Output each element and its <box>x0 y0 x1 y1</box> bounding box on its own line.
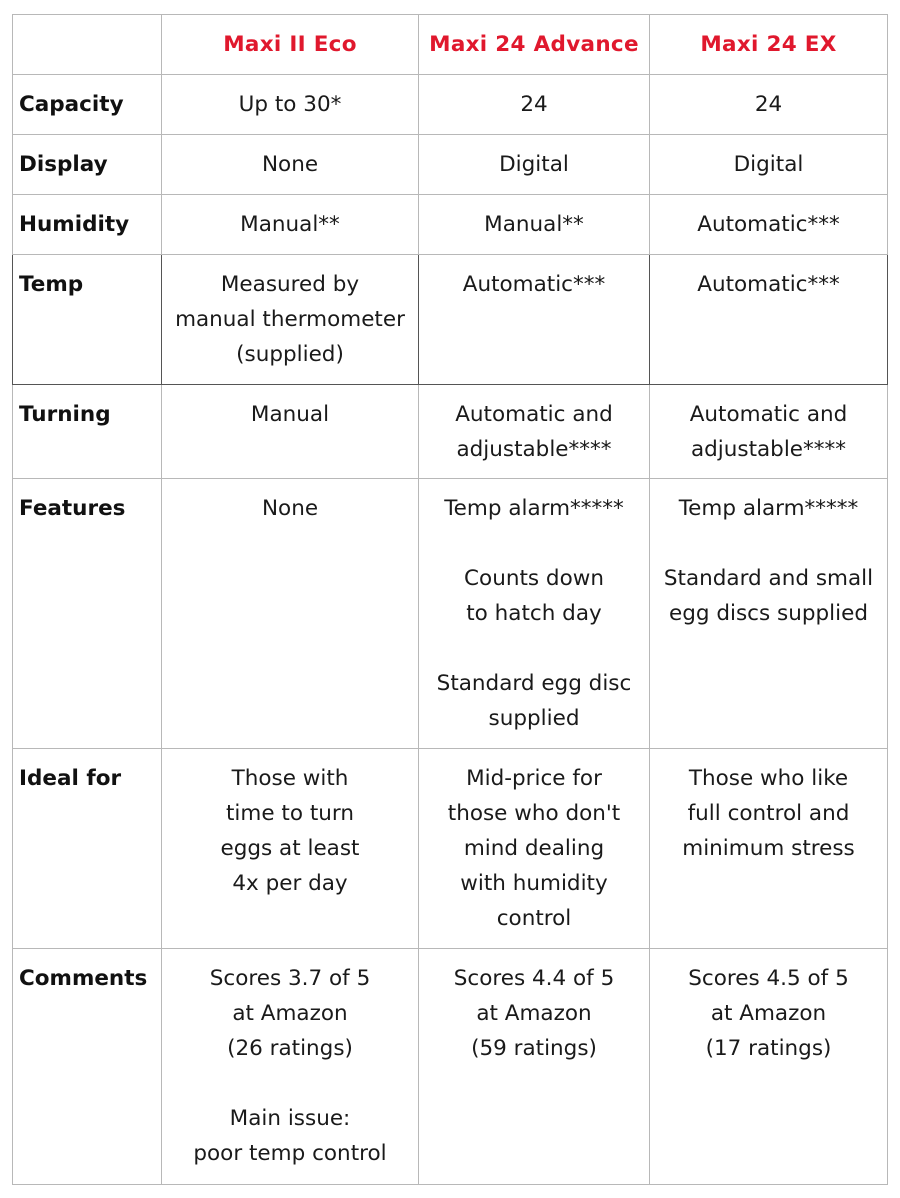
cell-line: Temp alarm***** <box>678 496 859 521</box>
product-header-maxi-24-ex: Maxi 24 EX <box>650 15 888 75</box>
cell-line: Digital <box>733 152 804 177</box>
cell <box>650 135 888 195</box>
cell <box>419 195 650 255</box>
cell <box>162 255 419 385</box>
cell-line: (26 ratings) <box>227 1036 353 1061</box>
cell <box>162 949 419 1185</box>
cell <box>419 949 650 1185</box>
row-label-turning: Turning <box>13 385 162 479</box>
cell-line: Mid-price for <box>466 766 602 791</box>
cell-line: Counts down <box>464 566 604 591</box>
cell <box>162 195 419 255</box>
cell-line: those who don't <box>447 801 621 826</box>
comparison-table <box>12 14 888 1185</box>
cell-line: egg discs supplied <box>669 601 868 626</box>
cell-line: to hatch day <box>466 601 602 626</box>
corner-cell <box>13 15 162 75</box>
cell-line: time to turn <box>226 801 354 826</box>
cell-line: manual thermometer <box>175 307 405 332</box>
cell-line: Automatic*** <box>462 272 606 297</box>
cell-line: 24 <box>520 92 548 117</box>
cell-line: minimum stress <box>682 836 855 861</box>
cell-line: mind dealing <box>463 836 605 861</box>
cell-line: (supplied) <box>236 342 344 367</box>
line-gap <box>162 1066 418 1101</box>
cell-line: full control and <box>687 801 850 826</box>
cell <box>419 385 650 479</box>
line-gap <box>650 526 887 561</box>
cell <box>419 75 650 135</box>
cell-line: None <box>261 152 319 177</box>
cell <box>162 385 419 479</box>
cell <box>419 135 650 195</box>
cell-line: at Amazon <box>476 1001 592 1026</box>
cell-line: adjustable**** <box>690 437 847 462</box>
cell-line: Digital <box>499 152 569 177</box>
row-label-capacity: Capacity <box>13 75 162 135</box>
line-gap <box>419 526 649 561</box>
row-ideal-for <box>13 749 888 949</box>
cell <box>419 255 650 385</box>
cell-line: Measured by <box>220 272 360 297</box>
cell-line: Those who like <box>688 766 849 791</box>
cell-line: (59 ratings) <box>471 1036 597 1061</box>
cell-line: poor temp control <box>193 1141 387 1166</box>
cell-line: Up to 30* <box>238 92 342 117</box>
cell-line: eggs at least <box>220 836 360 861</box>
row-humidity <box>13 195 888 255</box>
row-label-display: Display <box>13 135 162 195</box>
cell-line: at Amazon <box>710 1001 827 1026</box>
cell-line: Manual** <box>484 212 584 237</box>
row-features <box>13 479 888 749</box>
row-temp <box>13 255 888 385</box>
row-turning <box>13 385 888 479</box>
row-label-comments: Comments <box>13 949 162 1185</box>
cell-line: at Amazon <box>232 1001 348 1026</box>
cell <box>650 479 888 749</box>
row-label-ideal-for: Ideal for <box>13 749 162 949</box>
cell <box>650 385 888 479</box>
cell <box>162 75 419 135</box>
row-comments <box>13 949 888 1185</box>
cell-line: Scores 4.4 of 5 <box>453 966 615 991</box>
cell-line: Standard and small <box>663 566 874 591</box>
row-label-features: Features <box>13 479 162 749</box>
cell <box>419 479 650 749</box>
cell <box>650 255 888 385</box>
cell-line: (17 ratings) <box>705 1036 832 1061</box>
row-label-temp: Temp <box>13 255 162 385</box>
cell <box>162 749 419 949</box>
cell-line: Scores 4.5 of 5 <box>688 966 849 991</box>
cell-line: Main issue: <box>229 1106 351 1131</box>
cell-line: None <box>261 496 319 521</box>
cell-line: control <box>496 906 572 931</box>
cell-line: Automatic*** <box>697 212 840 237</box>
cell-line: Scores 3.7 of 5 <box>209 966 371 991</box>
row-display <box>13 135 888 195</box>
cell-line: 4x per day <box>232 871 348 896</box>
cell-line: Automatic and <box>455 402 613 427</box>
cell <box>650 949 888 1185</box>
cell <box>650 195 888 255</box>
cell <box>650 75 888 135</box>
cell-line: Standard egg disc <box>436 671 632 696</box>
row-label-humidity: Humidity <box>13 195 162 255</box>
cell <box>162 479 419 749</box>
cell-line: adjustable**** <box>456 437 612 462</box>
product-header-maxi-ii-eco: Maxi II Eco <box>162 15 419 75</box>
cell <box>162 135 419 195</box>
cell-line: Temp alarm***** <box>444 496 624 521</box>
cell-line: Automatic and <box>689 402 848 427</box>
cell-line: Automatic*** <box>697 272 840 297</box>
cell-line: with humidity <box>460 871 608 896</box>
cell-line: Those with <box>231 766 349 791</box>
cell-line: supplied <box>488 706 580 731</box>
cell <box>650 749 888 949</box>
cell <box>419 749 650 949</box>
header-row <box>13 15 888 75</box>
row-capacity <box>13 75 888 135</box>
product-header-maxi-24-advance: Maxi 24 Advance <box>419 15 650 75</box>
cell-line: Manual** <box>240 212 340 237</box>
line-gap <box>419 631 649 666</box>
cell-line: Manual <box>250 402 330 427</box>
cell-line: 24 <box>754 92 783 117</box>
